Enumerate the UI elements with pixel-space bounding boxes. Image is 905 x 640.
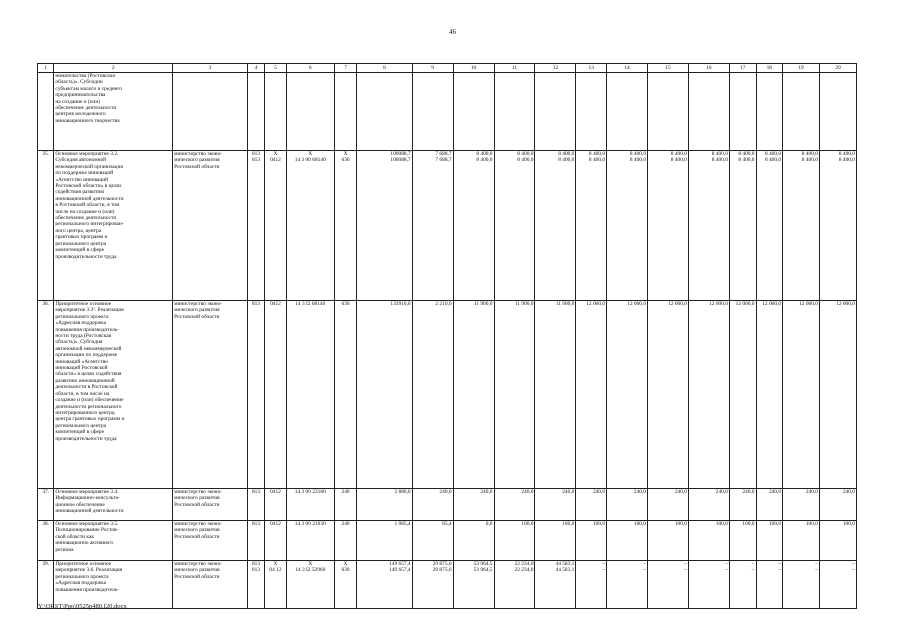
value-cell [334, 73, 357, 151]
header-cell: 13 [576, 64, 607, 73]
value-cell [286, 73, 334, 151]
value-line: 8 400,0 [838, 151, 855, 157]
value-line: – [815, 567, 818, 574]
value-cell [819, 521, 856, 561]
value-line: 813 [251, 521, 261, 527]
table-row [38, 301, 857, 489]
activity-name: Основное мероприятие 3.4. Информационно-консульта- ционное обеспечение инновационной деятельности [54, 489, 173, 521]
value-cell [607, 521, 648, 561]
value-cell [265, 521, 286, 561]
value-line: 8 400,0 [558, 151, 575, 157]
value-line: – [815, 561, 818, 567]
value-line: 11 900,0 [473, 301, 493, 307]
value-line: – [751, 567, 755, 574]
value-cell [783, 151, 820, 301]
activity-name: Приоритетное основное мероприятие 3.3¹. Реализация регионального проекта «Адресная поддержка повышения производитель- ности труда (Ростовская область)». Субсидия автономной некоммерческой организации по поддержке инноваций «Агентство инноваций Ростовской области» в целях содействия развитию инновационной деятельности в Ростовской области, в том числе на создание и (или) обеспечение деятельности регионального интегрированного центра, центра грантовых программ и регионального центра компетенций в сфере производительности труда [54, 301, 173, 489]
value-cell [648, 151, 689, 301]
value-cell [357, 151, 412, 301]
value-cell [247, 301, 264, 489]
value-line: 8 400,0 [670, 157, 687, 164]
value-cell [729, 489, 756, 521]
value-line: 813 [251, 151, 261, 157]
value-line: 14 3 00 21030 [294, 521, 326, 527]
value-cell [357, 489, 412, 521]
value-line: 8 400,0 [670, 151, 687, 157]
value-line: 7 688,7 [435, 157, 452, 164]
value-cell [357, 301, 412, 489]
value-line: 2 210,0 [435, 301, 452, 307]
executor [173, 73, 248, 151]
value-line: 100,0 [842, 521, 855, 527]
row-number: 36. [38, 301, 54, 489]
header-cell: 15 [648, 64, 689, 73]
value-line: 240,0 [742, 489, 755, 495]
value-cell [535, 521, 576, 561]
value-line: 11 900,0 [555, 301, 575, 307]
value-cell [286, 521, 334, 561]
value-line: 100,0 [592, 521, 606, 527]
header-cell: 1 [38, 64, 54, 73]
value-cell [576, 561, 607, 609]
value-line: 100,0 [521, 521, 534, 527]
header-cell: 14 [607, 64, 648, 73]
value-line: 8 400,0 [517, 157, 534, 164]
table-row [38, 73, 857, 151]
value-cell [357, 561, 412, 609]
value-cell [494, 521, 535, 561]
value-cell [607, 561, 648, 609]
budget-table [37, 63, 857, 609]
value-line: 8 400,0 [476, 157, 493, 164]
value-cell [819, 301, 856, 489]
value-cell [412, 561, 453, 609]
header-cell: 2 [54, 64, 173, 73]
value-line: 0,0 [485, 521, 493, 527]
value-line: 240,0 [439, 489, 452, 495]
row-number: 38. [38, 521, 54, 561]
value-line: 8 400,0 [629, 157, 647, 164]
value-line: 12 000,0 [627, 301, 647, 307]
value-cell [648, 561, 689, 609]
value-line: – [684, 561, 687, 567]
value-line: 12 000,0 [762, 301, 782, 307]
header-cell: 9 [412, 64, 453, 73]
value-line: Х [308, 561, 313, 567]
page-number: 46 [449, 28, 456, 36]
value-cell [756, 489, 783, 521]
value-line: – [725, 567, 728, 574]
value-line: 8 400,0 [588, 157, 606, 164]
header-cell: 18 [756, 64, 783, 73]
value-line: 04 12 [269, 567, 282, 574]
row-number: 35. [38, 151, 54, 301]
value-line: 630 [341, 157, 350, 164]
value-line: 240,0 [521, 489, 534, 495]
value-cell [247, 489, 264, 521]
value-line: 240,0 [562, 489, 575, 495]
value-line: 8 400,0 [558, 157, 575, 164]
value-line: 133910,0 [390, 301, 411, 307]
header-cell: 17 [729, 64, 756, 73]
table-row [38, 521, 857, 561]
value-line: 240,0 [633, 489, 647, 495]
value-cell [334, 521, 357, 561]
value-cell [286, 561, 334, 609]
header-cell: 10 [453, 64, 494, 73]
value-line: – [778, 567, 782, 574]
value-line: 240,0 [842, 489, 855, 495]
value-cell [453, 561, 494, 609]
value-line: 11 900,0 [514, 301, 534, 307]
value-line: 240 [341, 521, 350, 527]
value-cell [412, 73, 453, 151]
value-cell [648, 521, 689, 561]
value-cell [247, 73, 264, 151]
value-cell [535, 151, 576, 301]
value-line: 44 583,1 [555, 561, 575, 567]
value-line: 630 [341, 301, 350, 307]
value-line: 0412 [270, 521, 281, 527]
value-cell [648, 73, 689, 151]
value-cell [688, 521, 729, 561]
value-line: 240,0 [592, 489, 606, 495]
value-line: Х [308, 151, 313, 157]
value-line: 813 [251, 561, 261, 567]
header-cell: 4 [247, 64, 264, 73]
value-cell [265, 489, 286, 521]
value-line: 1 085,4 [394, 521, 411, 527]
value-cell [783, 301, 820, 489]
value-line: 100,0 [633, 521, 647, 527]
value-line: 8 400,0 [801, 157, 818, 164]
header-cell: 8 [357, 64, 412, 73]
value-line: – [778, 561, 782, 567]
value-line: 240 [341, 489, 350, 495]
value-line: 8 400,0 [711, 151, 728, 157]
value-line: – [643, 561, 647, 567]
value-cell [412, 301, 453, 489]
value-line: 29 875,6 [432, 567, 452, 574]
value-cell [494, 151, 535, 301]
value-cell [648, 301, 689, 489]
executor: министерство эконо- мического развития Ростовской области [173, 521, 248, 561]
value-cell [648, 489, 689, 521]
value-cell [783, 489, 820, 521]
value-line: – [751, 561, 755, 567]
row-number [38, 73, 54, 151]
value-line: 813 [251, 157, 261, 164]
header-cell: 7 [334, 64, 357, 73]
value-line: 53 964,5 [473, 561, 493, 567]
value-line: 0412 [270, 157, 281, 164]
value-line: Х [273, 151, 278, 157]
value-line: 7 688,7 [435, 151, 452, 157]
header-cell: 3 [173, 64, 248, 73]
value-line: 12 000,0 [799, 301, 818, 307]
value-cell [756, 73, 783, 151]
value-cell [729, 301, 756, 489]
value-cell [494, 561, 535, 609]
value-line: 8 400,0 [738, 157, 755, 164]
value-cell [607, 301, 648, 489]
value-line: 8 400,0 [764, 151, 782, 157]
activity-name: нимательства (Ростовская область)». Субсидии субъектам малого и среднего предпринимательства на создание и (или) обеспечение деятельности центров молодежного инновационного творчества [54, 73, 173, 151]
value-cell [576, 301, 607, 489]
value-cell [247, 521, 264, 561]
value-line: 0412 [270, 489, 281, 495]
value-line: 29 875,6 [432, 561, 452, 567]
value-cell [783, 521, 820, 561]
value-line: 12 000,0 [836, 301, 855, 307]
value-cell [453, 73, 494, 151]
header-cell: 5 [265, 64, 286, 73]
value-cell [334, 151, 357, 301]
value-cell [453, 521, 494, 561]
value-cell [688, 151, 729, 301]
value-cell [334, 489, 357, 521]
value-line: 2 880,0 [394, 489, 411, 495]
header-cell: 20 [819, 64, 856, 73]
header-cell: 19 [783, 64, 820, 73]
value-line: 8 400,0 [588, 151, 606, 157]
executor: министерство эконо- мического развития Ростовской области [173, 561, 248, 609]
value-cell [247, 561, 264, 609]
row-number: 37. [38, 489, 54, 521]
value-cell [688, 73, 729, 151]
value-cell [265, 561, 286, 609]
value-cell [729, 521, 756, 561]
value-line: Х [343, 561, 348, 567]
footer-file-path: Y:\ORST\Ppo\0525p480.f20.docx [38, 603, 127, 610]
value-line: 100,0 [674, 521, 687, 527]
value-cell [535, 73, 576, 151]
value-cell [819, 561, 856, 609]
value-cell [286, 151, 334, 301]
value-cell [247, 151, 264, 301]
value-line: 12 000,0 [709, 301, 728, 307]
value-cell [783, 73, 820, 151]
value-line: 14 3 00 68140 [294, 157, 326, 164]
value-line: – [684, 567, 687, 574]
value-cell [576, 151, 607, 301]
table-row [38, 489, 857, 521]
value-cell [535, 489, 576, 521]
value-line: 240,0 [768, 489, 782, 495]
value-cell [453, 301, 494, 489]
value-cell [494, 489, 535, 521]
value-cell [729, 561, 756, 609]
executor: министерство эконо- мического развития Ростовской области [173, 151, 248, 301]
value-line: 149 657,4 [389, 567, 411, 574]
value-cell [334, 561, 357, 609]
value-line: 813 [251, 301, 261, 307]
value-line: 12 000,0 [668, 301, 687, 307]
value-line: 8 400,0 [711, 157, 728, 164]
value-cell [357, 521, 412, 561]
value-cell [688, 561, 729, 609]
value-line: 240,0 [715, 489, 728, 495]
value-line: 8 400,0 [738, 151, 755, 157]
value-line: 85,4 [442, 521, 452, 527]
value-cell [286, 489, 334, 521]
value-line: 813 [251, 489, 261, 495]
value-line: 8 400,0 [517, 151, 534, 157]
value-line: – [602, 567, 606, 574]
value-cell [607, 73, 648, 151]
value-line: 240,0 [674, 489, 687, 495]
value-line: 44 583,1 [555, 567, 575, 574]
row-number: 39. [38, 561, 54, 609]
value-line: – [602, 561, 606, 567]
value-cell [756, 521, 783, 561]
value-line: 813 [251, 567, 261, 574]
value-line: 8 400,0 [838, 157, 855, 164]
value-cell [607, 151, 648, 301]
value-line: 100,0 [805, 521, 818, 527]
value-line: – [725, 561, 728, 567]
value-line: 630 [341, 567, 350, 574]
header-cell: 11 [494, 64, 535, 73]
value-cell [576, 489, 607, 521]
value-cell [453, 151, 494, 301]
value-line: 240,0 [480, 489, 493, 495]
value-cell [688, 301, 729, 489]
value-line: 100,0 [768, 521, 782, 527]
value-cell [535, 301, 576, 489]
value-cell [265, 151, 286, 301]
header-cell: 6 [286, 64, 334, 73]
value-cell [453, 489, 494, 521]
value-cell [607, 489, 648, 521]
value-cell [729, 151, 756, 301]
value-cell [412, 151, 453, 301]
value-cell [494, 301, 535, 489]
value-line: 22 234,0 [514, 561, 534, 567]
value-line: 8 400,0 [629, 151, 647, 157]
value-cell [819, 489, 856, 521]
value-cell [756, 151, 783, 301]
value-cell [412, 489, 453, 521]
value-line: 0412 [270, 301, 281, 307]
value-line: 240,0 [805, 489, 818, 495]
value-line: 100,0 [562, 521, 575, 527]
value-line: 14 3 00 22180 [294, 489, 326, 495]
value-line: 53 964,5 [473, 567, 493, 574]
table-body [38, 64, 857, 609]
header-cell: 12 [535, 64, 576, 73]
activity-name: Приоритетное основное мероприятие 3.6. Реализация регионального проекта «Адресная поддержка повышения производитель- [54, 561, 173, 609]
value-cell [412, 521, 453, 561]
value-cell [756, 561, 783, 609]
header-row [38, 64, 857, 73]
value-line: 100,0 [742, 521, 755, 527]
value-cell [729, 73, 756, 151]
value-line: 100,0 [715, 521, 728, 527]
value-line: – [643, 567, 647, 574]
header-cell: 16 [688, 64, 729, 73]
value-line: 12 000,0 [735, 301, 755, 307]
value-line: – [852, 567, 855, 574]
value-line: – [852, 561, 855, 567]
value-line: 22 234,0 [514, 567, 534, 574]
value-line: Х [343, 151, 348, 157]
value-cell [576, 521, 607, 561]
executor: министерство эконо- мического развития Ростовской области [173, 301, 248, 489]
value-cell [535, 561, 576, 609]
activity-name: Основное мероприятие 3.5. Позиционирование Ростов- ской области как инновационно активного региона [54, 521, 173, 561]
value-line: 8 400,0 [764, 157, 782, 164]
value-line: Х [273, 561, 278, 567]
table-row [38, 151, 857, 301]
value-cell [783, 561, 820, 609]
activity-name: Основное мероприятие 3.2. Субсидия автономной некоммерческой организации по поддержке инноваций «Агентство инноваций Ростовской области» в целях содействия развитию инновационной деятельности в Ростовской области, в том числе на создание и (или) обеспечение деятельности регионального интегрирован- ного центра, центра грантовых программ и регионального центра компетенций в сфере производительности труда [54, 151, 173, 301]
value-line: 14 3 I2 68140 [295, 301, 326, 307]
value-line: 100088,7 [390, 157, 411, 164]
value-cell [334, 301, 357, 489]
value-line: 8 400,0 [801, 151, 818, 157]
value-cell [756, 301, 783, 489]
value-cell [265, 73, 286, 151]
value-line: 8 400,0 [476, 151, 493, 157]
value-cell [688, 489, 729, 521]
value-cell [819, 151, 856, 301]
table-row [38, 561, 857, 609]
executor: министерство эконо- мического развития Ростовской области [173, 489, 248, 521]
value-line: 149 657,4 [389, 561, 411, 567]
value-cell [265, 301, 286, 489]
value-cell [576, 73, 607, 151]
value-line: 14 3 I2 52960 [295, 567, 326, 574]
value-cell [819, 73, 856, 151]
value-cell [286, 301, 334, 489]
value-cell [357, 73, 412, 151]
value-line: 100088,7 [390, 151, 411, 157]
value-cell [494, 73, 535, 151]
value-line: 12 000,0 [586, 301, 606, 307]
